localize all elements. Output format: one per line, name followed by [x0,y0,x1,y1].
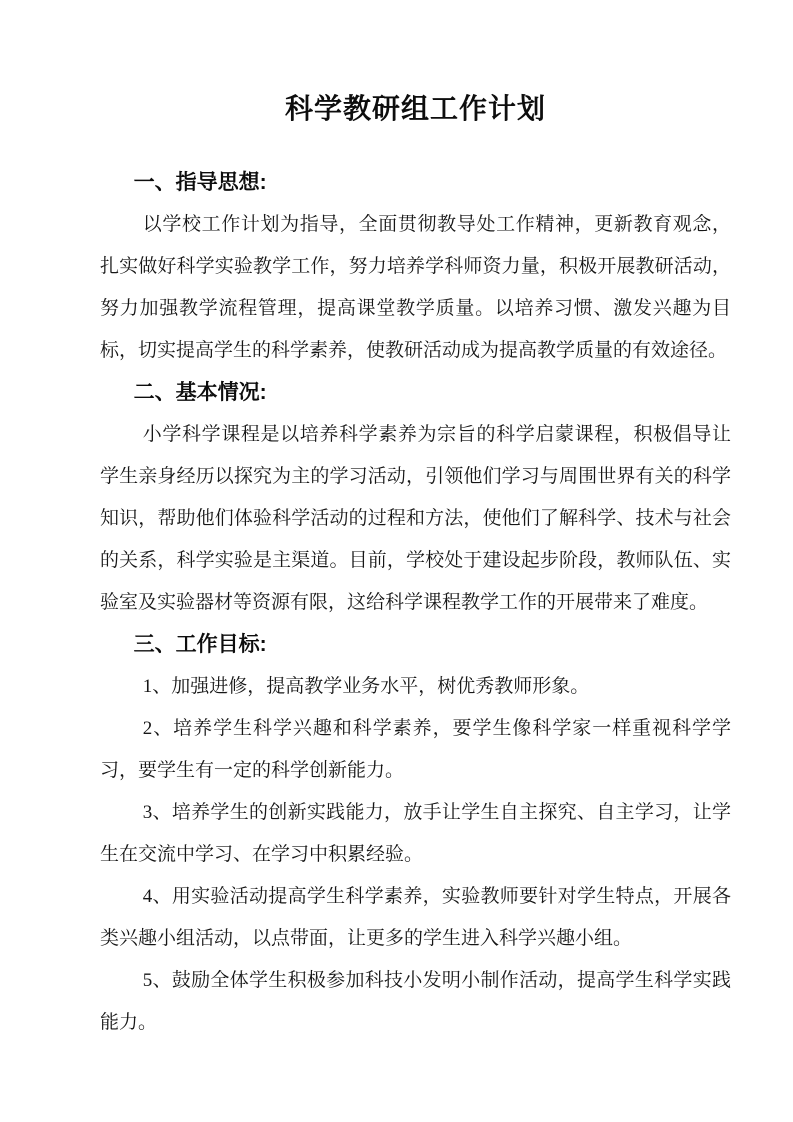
work-goal-item-5: 5、鼓励全体学生积极参加科技小发明小制作活动，提高学生科学实践能力。 [100,970,731,1033]
document-title: 科学教研组工作计划 [284,93,546,124]
section-heading-guiding-ideology: 一、指导思想: [133,171,267,194]
section-heading-basic-situation: 二、基本情况: [133,381,267,404]
work-goal-item-4: 4、用实验活动提高学生科学素养，实验教师要针对学生特点，开展各类兴趣小组活动，以点带面，让更多的学生进入科学兴趣小组。 [100,886,731,949]
work-goal-item-3: 3、培养学生的创新实践能力，放手让学生自主探究、自主学习，让学生在交流中学习、在学习中积累经验。 [100,802,731,865]
section-heading-work-goals: 三、工作目标: [133,633,267,656]
work-goal-item-2: 2、培养学生科学兴趣和科学素养，要学生像科学家一样重视科学学习，要学生有一定的科学创新能力。 [100,718,731,781]
paragraph-basic-situation: 小学科学课程是以培养科学素养为宗旨的科学启蒙课程，积极倡导让学生亲身经历以探究为主的学习活动，引领他们学习与周围世界有关的科学知识，帮助他们体验科学活动的过程和方法，使他们了解科学、技术与社会的关系，科学实验是主渠道。目前，学校处于建设起步阶段，教师队伍、实验室及实验器材等资源有限，这给科学课程教学工作的开展带来了难度。 [100,424,731,613]
paragraph-guiding-ideology: 以学校工作计划为指导，全面贯彻教导处工作精神，更新教育观念，扎实做好科学实验教学工作，努力培养学科师资力量，积极开展教研活动，努力加强教学流程管理，提高课堂教学质量。以培养习惯、激发兴趣为目标，切实提高学生的科学素养，使教研活动成为提高教学质量的有效途径。 [100,214,731,361]
work-goal-item-1: 1、加强进修，提高教学业务水平，树优秀教师形象。 [142,676,590,697]
